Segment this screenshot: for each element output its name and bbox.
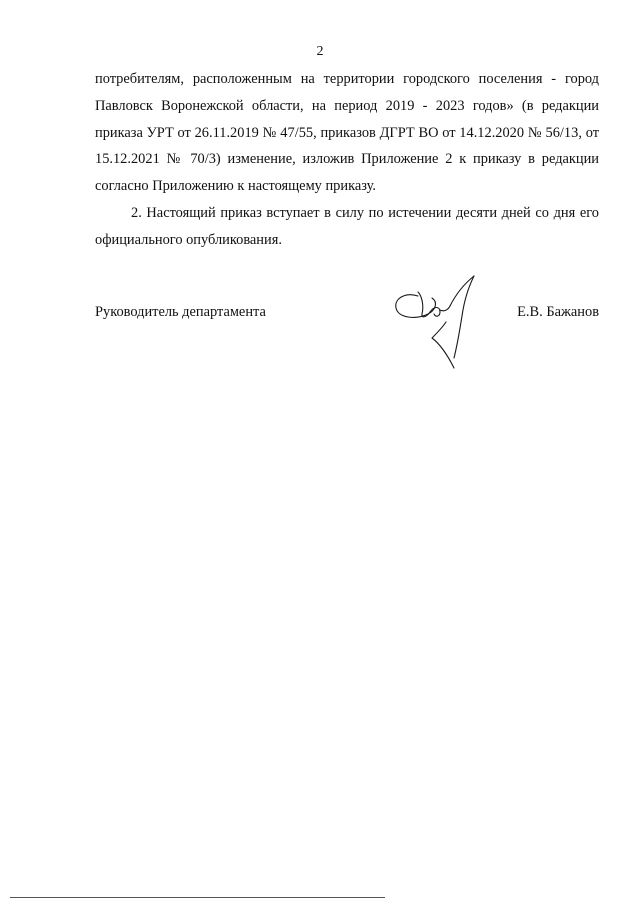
- signature-block: [95, 301, 599, 323]
- handwritten-signature-icon: [388, 272, 488, 372]
- paragraph-effective-date: 2. Настоящий приказ вступает в силу по истечении десяти дней со дня его официального опубликования.: [95, 204, 599, 248]
- paragraph-continuation: потребителям, расположенным на территории городского поселения - город Павловск Воронежской области, на период 2019 - 2023 годов» (в редакции приказа УРТ от 26.11.2019 № 47/55, приказов ДГРТ ВО от 14.12.2020 № 56/13, от 15.12.2021 № 70/3) изменение, изложив Приложение 2 к приказу в редакции согласно Приложению к настоящему приказу.: [95, 71, 599, 195]
- document-body: [95, 66, 599, 254]
- signatory-name: Е.В. Бажанов: [517, 304, 599, 320]
- page-number: 2: [316, 44, 324, 59]
- bottom-divider: [10, 897, 385, 898]
- signatory-title: Руководитель департамента: [95, 304, 266, 320]
